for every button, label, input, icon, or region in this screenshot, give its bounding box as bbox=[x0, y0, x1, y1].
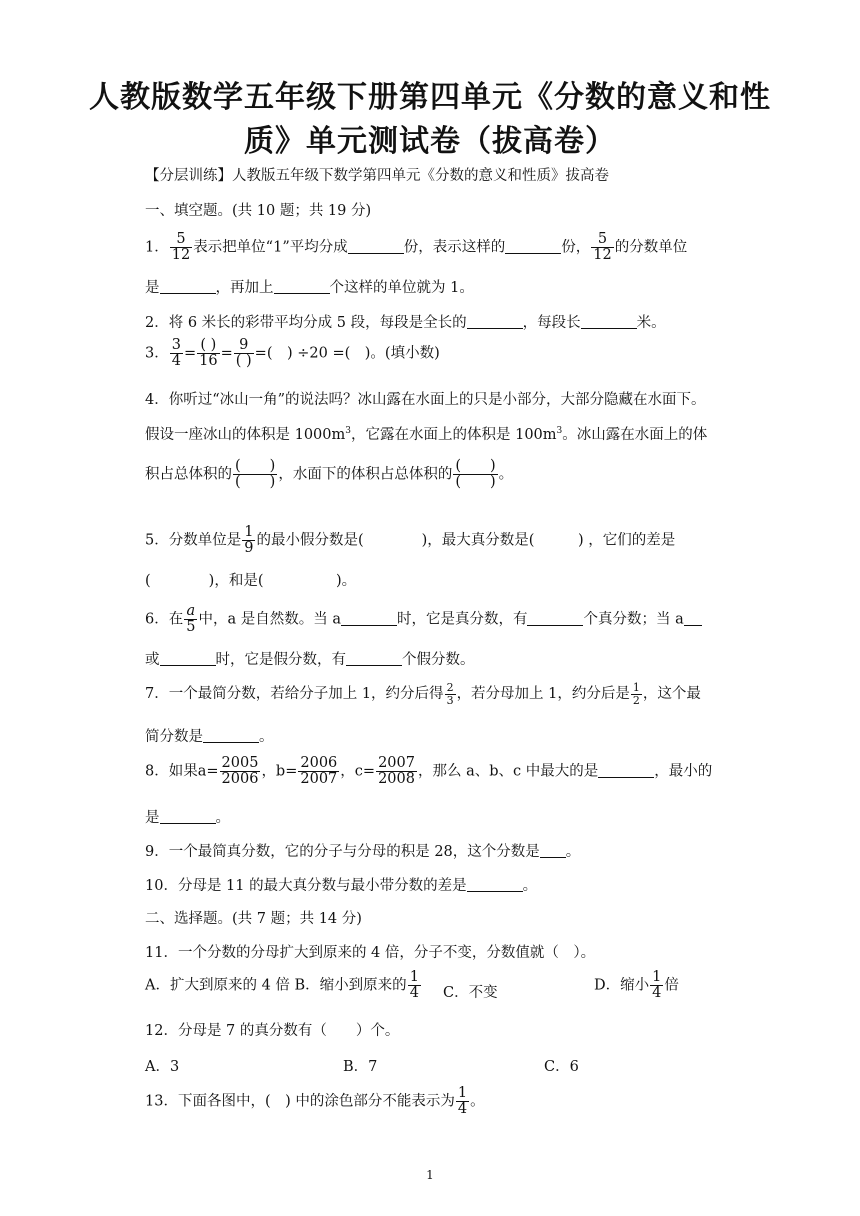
question-8-cont: 是 。 bbox=[145, 810, 230, 826]
question-2: 2．将 6 米长的彩带平均分成 5 段，每段是全长的 ，每段长 米。 bbox=[145, 315, 666, 331]
option-c[interactable]: C．不变 bbox=[443, 985, 498, 1001]
question-5-cont: ( )，和是( )。 bbox=[145, 573, 357, 589]
answer-blank[interactable] bbox=[341, 611, 397, 626]
question-10: 10．分母是 11 的最大真分数与最小带分数的差是 。 bbox=[145, 878, 538, 894]
question-6: 6．在 $\frac{a}{5}$ 中，a 是自然数。当 a 时，它是真分数，有 个真分数；当 a bbox=[145, 604, 702, 635]
answer-blank[interactable] bbox=[346, 651, 402, 666]
question-11: 11．一个分数的分母扩大到原来的 4 倍，分子不变，分数值就（ ）。 bbox=[145, 945, 596, 961]
question-1: 1． $\frac{5}{12}$ 表示把单位“1”平均分成 份，表示这样的 份， $\frac{5}{12}$ 的分数单位 bbox=[145, 231, 688, 264]
answer-blank[interactable] bbox=[348, 239, 404, 254]
section-2-heading: 二、选择题。(共 7 题；共 14 分) bbox=[145, 911, 362, 927]
option-b[interactable]: B．7 bbox=[343, 1059, 378, 1075]
page-number: 1 bbox=[426, 1168, 434, 1182]
option-d[interactable]: D．缩小 $\frac{1}{4}$ 倍 bbox=[594, 969, 679, 1002]
question-8: 8．如果a= $\frac{2005}{2006}$ ，b= $\frac{2006}{2007}$ ，c= $\frac{2007}{2008}$ ，那么 a、b、c 中最大的是 ，最小的 bbox=[145, 755, 713, 788]
answer-blank[interactable] bbox=[467, 877, 523, 892]
question-5: 5．分数单位是 $\frac{1}{9}$ 的最小假分数是( )，最大真分数是( ) ，它们的差是 bbox=[145, 524, 676, 557]
option-a[interactable]: A．3 bbox=[145, 1059, 180, 1075]
answer-blank[interactable] bbox=[274, 279, 330, 294]
fraction: $\frac{5}{12}$ bbox=[171, 231, 191, 264]
question-11-options: A．扩大到原来的 4 倍 B．缩小到原来的 $\frac{1}{4}$ bbox=[145, 969, 419, 1002]
option-a-b[interactable]: A．扩大到原来的 4 倍 B．缩小到原来的 bbox=[145, 977, 407, 994]
question-4-line-1: 4．你听过“冰山一角”的说法吗？冰山露在水面上的只是小部分，大部分隐藏在水面下。 bbox=[145, 392, 706, 408]
question-4-line-3: 积占总体积的 $\frac{( )}{( )}$ ，水面下的体积占总体积的 $\frac{( )}{( )}$ 。 bbox=[145, 458, 514, 491]
section-1-heading: 一、填空题。(共 10 题；共 19 分) bbox=[145, 203, 372, 219]
title-line-2: 质》单元测试卷（拔高卷） bbox=[244, 124, 616, 159]
question-3: 3． $\frac{3}{4}$ = $\frac{( )}{16}$ = $\frac{9}{( )}$ =( ) ÷20 =( )。(填小数) bbox=[145, 337, 440, 370]
question-6-cont: 或 时，它是假分数，有 个假分数。 bbox=[145, 652, 475, 668]
question-1-cont: 是 ，再加上 个这样的单位就为 1。 bbox=[145, 280, 474, 296]
question-7: 7．一个最简分数，若给分子加上 1，约分后得 $\frac{2}{3}$ ，若分母加上 1，约分后是 $\frac{1}{2}$ ，这个最 bbox=[145, 681, 701, 707]
answer-blank[interactable] bbox=[581, 314, 637, 329]
question-7-cont: 简分数是 。 bbox=[145, 729, 274, 745]
fraction: $\frac{5}{12}$ bbox=[593, 231, 612, 264]
question-9: 9．一个最简真分数，它的分子与分母的积是 28，这个分数是 。 bbox=[145, 844, 581, 860]
answer-blank[interactable] bbox=[160, 809, 216, 824]
answer-blank[interactable] bbox=[203, 728, 259, 743]
question-12: 12．分母是 7 的真分数有（ ）个。 bbox=[145, 1023, 400, 1039]
question-13: 13．下面各图中，( ) 中的涂色部分不能表示为 $\frac{1}{4}$ 。 bbox=[145, 1085, 485, 1118]
answer-blank[interactable] bbox=[684, 611, 702, 626]
answer-blank[interactable] bbox=[598, 763, 654, 778]
title-line-1: 人教版数学五年级下册第四单元《分数的意义和性 bbox=[89, 80, 771, 115]
answer-blank[interactable] bbox=[540, 843, 566, 858]
option-c[interactable]: C．6 bbox=[544, 1059, 579, 1075]
subtitle: 【分层训练】人教版五年级下数学第四单元《分数的意义和性质》拔高卷 bbox=[145, 168, 609, 184]
answer-blank[interactable] bbox=[467, 314, 523, 329]
answer-blank[interactable] bbox=[527, 611, 583, 626]
answer-blank[interactable] bbox=[160, 651, 216, 666]
answer-blank[interactable] bbox=[505, 239, 561, 254]
question-4-line-2: 假设一座冰山的体积是 $1000m^3$，它露在水面上的体积是 $100m^3$。冰山露在水面上的体 bbox=[145, 426, 708, 443]
answer-blank[interactable] bbox=[160, 279, 216, 294]
